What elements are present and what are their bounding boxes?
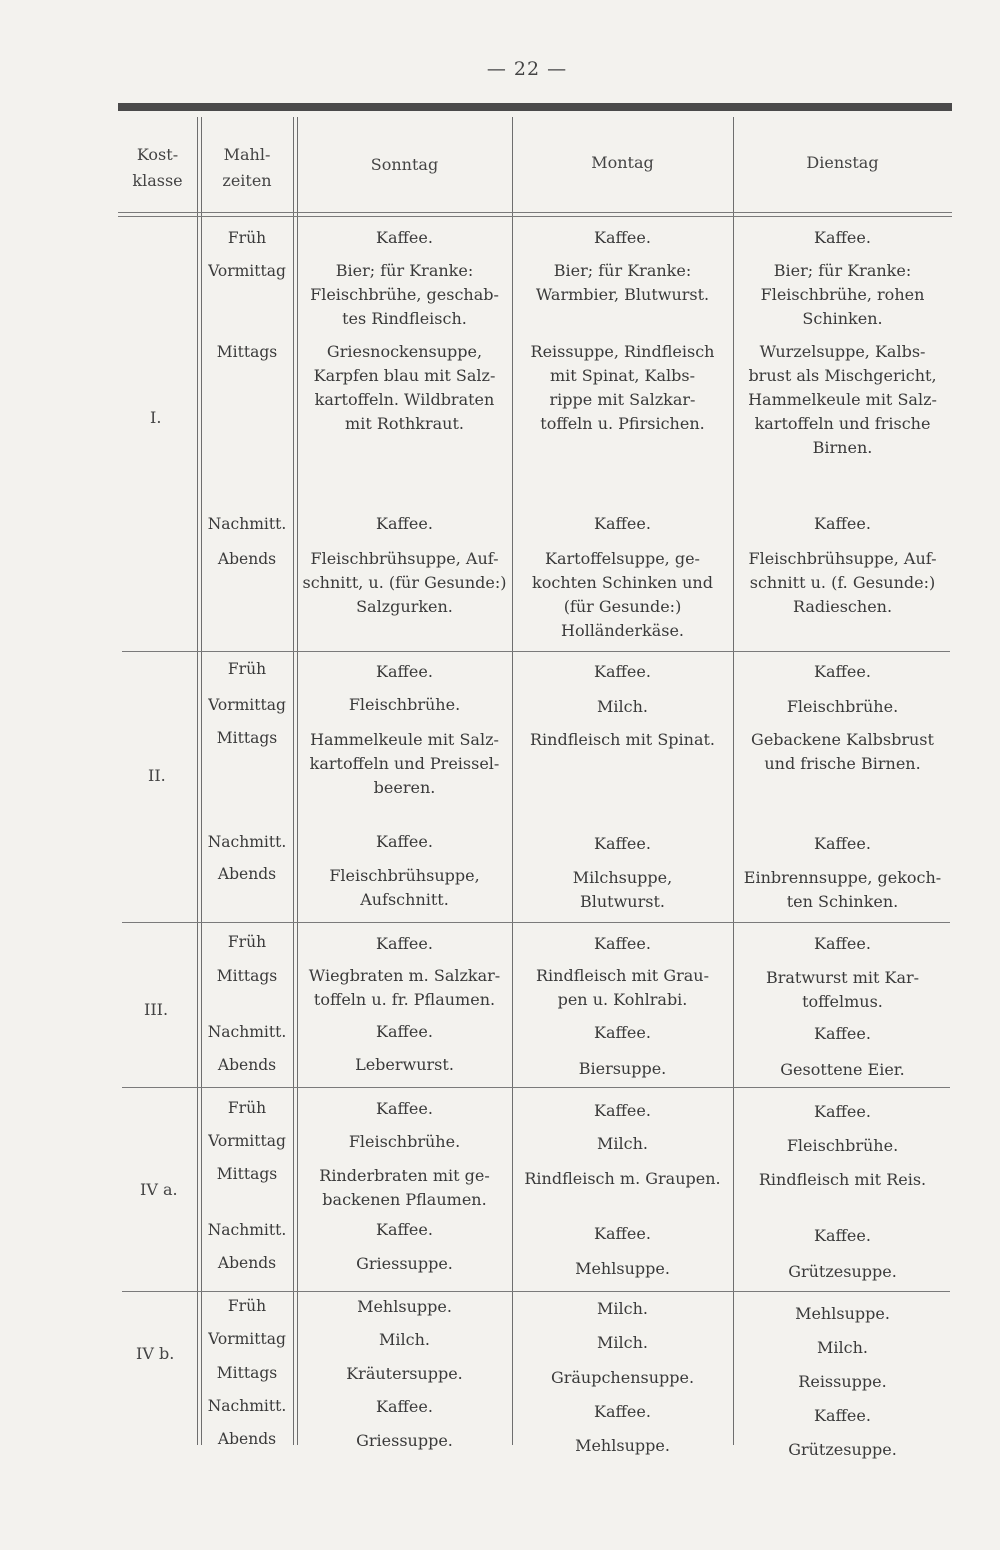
menu-cell: Gesottene Eier. bbox=[780, 1060, 905, 1079]
menu-cell: Milch. bbox=[597, 1299, 648, 1318]
meal-label: Vormittag bbox=[208, 1330, 286, 1348]
menu-cell: Fleischbrühsuppe, Auf- schnitt, u. (für Gesunde:) Salzgurken. bbox=[302, 549, 507, 616]
column-rule bbox=[197, 117, 198, 1445]
header-rule bbox=[118, 212, 952, 213]
menu-cell: Milch. bbox=[817, 1338, 868, 1357]
class-label: I. bbox=[150, 408, 162, 427]
meal-label: Früh bbox=[227, 229, 267, 247]
menu-cell: Mehlsuppe. bbox=[575, 1259, 670, 1278]
meal-label: Vormittag bbox=[208, 696, 286, 714]
class-rule bbox=[122, 651, 950, 652]
menu-cell: Hammelkeule mit Salz- kartoffeln und Preissel- beeren. bbox=[309, 730, 500, 797]
menu-cell: Einbrennsuppe, gekoch- ten Schinken. bbox=[743, 868, 942, 911]
menu-cell: Mehlsuppe. bbox=[795, 1304, 890, 1323]
menu-cell: Milch. bbox=[597, 1134, 648, 1153]
menu-cell: Kaffee. bbox=[376, 1022, 433, 1041]
menu-cell: Kaffee. bbox=[376, 934, 433, 953]
meal-label: Vormittag bbox=[208, 1132, 286, 1150]
menu-cell: Kaffee. bbox=[594, 934, 651, 953]
class-label: IV b. bbox=[136, 1344, 175, 1363]
menu-cell: Griesnockensuppe, Karpfen blau mit Salz- kartoffeln. Wildbraten mit Rothkraut. bbox=[313, 342, 496, 433]
menu-cell: Fleischbrühe. bbox=[348, 1132, 461, 1151]
menu-cell: Kräutersuppe. bbox=[346, 1364, 463, 1383]
meal-label: Nachmitt. bbox=[207, 1221, 287, 1239]
meal-label: Früh bbox=[227, 1297, 267, 1315]
menu-cell: Kaffee. bbox=[814, 514, 871, 533]
class-label: II. bbox=[148, 766, 166, 785]
menu-cell: Kaffee. bbox=[594, 1023, 651, 1042]
menu-cell: Leberwurst. bbox=[355, 1055, 454, 1074]
menu-cell: Kaffee. bbox=[376, 662, 433, 681]
class-rule bbox=[122, 922, 950, 923]
header-mahlzeiten: Mahl- zeiten bbox=[222, 145, 272, 190]
menu-cell: Kaffee. bbox=[376, 1397, 433, 1416]
meal-label: Abends bbox=[217, 865, 277, 883]
menu-cell: Mehlsuppe. bbox=[575, 1436, 670, 1455]
menu-cell: Fleischbrühe. bbox=[786, 1136, 899, 1155]
menu-cell: Kaffee. bbox=[376, 228, 433, 247]
menu-cell: Wurzelsuppe, Kalbs- brust als Mischgericht, Hammelkeule mit Salz- kartoffeln und frische Birnen. bbox=[748, 342, 937, 457]
class-label: IV a. bbox=[140, 1180, 178, 1199]
menu-cell: Kaffee. bbox=[376, 1099, 433, 1118]
menu-cell: Reissuppe. bbox=[798, 1372, 887, 1391]
menu-cell: Griessuppe. bbox=[356, 1254, 453, 1273]
meal-label: Früh bbox=[227, 1099, 267, 1117]
menu-cell: Kaffee. bbox=[814, 934, 871, 953]
menu-cell: Rindfleisch mit Grau- pen u. Kohlrabi. bbox=[535, 966, 709, 1009]
menu-cell: Wiegbraten m. Salzkar- toffeln u. fr. Pflaumen. bbox=[308, 966, 501, 1009]
menu-cell: Bier; für Kranke: Fleischbrühe, rohen Schinken. bbox=[760, 261, 925, 328]
menu-cell: Grützesuppe. bbox=[788, 1440, 897, 1459]
meal-label: Früh bbox=[227, 933, 267, 951]
menu-cell: Kartoffelsuppe, ge- kochten Schinken und (für Gesunde:) Holländerkäse. bbox=[532, 549, 713, 640]
menu-cell: Kaffee. bbox=[814, 1102, 871, 1121]
menu-cell: Rindfleisch mit Reis. bbox=[758, 1170, 927, 1189]
meal-label: Abends bbox=[217, 550, 277, 568]
menu-cell: Kaffee. bbox=[814, 662, 871, 681]
menu-cell: Griessuppe. bbox=[356, 1431, 453, 1450]
meal-label: Mittags bbox=[216, 1364, 278, 1382]
header-kostklasse: Kost- klasse bbox=[132, 145, 183, 190]
menu-cell: Bier; für Kranke: Fleischbrühe, geschab- tes Rindfleisch. bbox=[310, 261, 499, 328]
meal-label: Nachmitt. bbox=[207, 833, 287, 851]
menu-cell: Rindfleisch m. Graupen. bbox=[524, 1169, 721, 1188]
header-montag: Montag bbox=[591, 153, 654, 172]
menu-cell: Fleischbrühe. bbox=[348, 695, 461, 714]
menu-cell: Fleischbrühsuppe, Auf- schnitt u. (f. Gesunde:) Radieschen. bbox=[748, 549, 937, 616]
menu-cell: Mehlsuppe. bbox=[357, 1297, 452, 1316]
menu-cell: Rinderbraten mit ge- backenen Pflaumen. bbox=[319, 1166, 490, 1209]
menu-cell: Gebackene Kalbsbrust und frische Birnen. bbox=[751, 730, 934, 773]
meal-label: Früh bbox=[227, 660, 267, 678]
table-top-rule bbox=[118, 103, 952, 111]
menu-cell: Reissuppe, Rindfleisch mit Spinat, Kalbs- rippe mit Salzkar- toffeln u. Pfirsichen. bbox=[530, 342, 715, 433]
page-number: — 22 — bbox=[486, 58, 568, 80]
menu-cell: Milchsuppe, Blutwurst. bbox=[572, 868, 673, 911]
meal-label: Mittags bbox=[216, 1165, 278, 1183]
menu-cell: Kaffee. bbox=[594, 1101, 651, 1120]
meal-label: Vormittag bbox=[208, 262, 286, 280]
column-rule bbox=[293, 117, 294, 1445]
menu-cell: Kaffee. bbox=[594, 228, 651, 247]
meal-label: Mittags bbox=[216, 343, 278, 361]
menu-cell: Kaffee. bbox=[594, 514, 651, 533]
menu-cell: Kaffee. bbox=[376, 1220, 433, 1239]
menu-cell: Kaffee. bbox=[376, 832, 433, 851]
menu-cell: Kaffee. bbox=[594, 834, 651, 853]
menu-cell: Gräupchensuppe. bbox=[550, 1368, 695, 1387]
meal-label: Nachmitt. bbox=[207, 515, 287, 533]
meal-label: Nachmitt. bbox=[207, 1397, 287, 1415]
menu-cell: Kaffee. bbox=[594, 1402, 651, 1421]
menu-cell: Fleischbrühe. bbox=[786, 697, 899, 716]
menu-cell: Bier; für Kranke: Warmbier, Blutwurst. bbox=[535, 261, 710, 304]
meal-label: Mittags bbox=[216, 967, 278, 985]
menu-cell: Bratwurst mit Kar- toffelmus. bbox=[765, 968, 920, 1011]
menu-cell: Kaffee. bbox=[814, 1024, 871, 1043]
menu-cell: Milch. bbox=[379, 1330, 430, 1349]
class-label: III. bbox=[144, 1000, 169, 1019]
menu-cell: Kaffee. bbox=[814, 1406, 871, 1425]
menu-cell: Kaffee. bbox=[376, 514, 433, 533]
meal-label: Mittags bbox=[216, 729, 278, 747]
header-rule bbox=[118, 216, 952, 217]
header-sonntag: Sonntag bbox=[370, 155, 439, 174]
menu-cell: Fleischbrühsuppe, Aufschnitt. bbox=[329, 866, 480, 909]
meal-label: Nachmitt. bbox=[207, 1023, 287, 1041]
menu-cell: Kaffee. bbox=[814, 1226, 871, 1245]
header-dienstag: Dienstag bbox=[806, 153, 879, 172]
menu-cell: Kaffee. bbox=[594, 662, 651, 681]
meal-label: Abends bbox=[217, 1056, 277, 1074]
menu-cell: Milch. bbox=[597, 697, 648, 716]
class-rule bbox=[122, 1291, 950, 1292]
class-rule bbox=[122, 1087, 950, 1088]
menu-cell: Milch. bbox=[597, 1333, 648, 1352]
menu-cell: Rindfleisch mit Spinat. bbox=[529, 730, 715, 749]
menu-cell: Kaffee. bbox=[594, 1224, 651, 1243]
menu-cell: Biersuppe. bbox=[578, 1059, 667, 1078]
menu-cell: Kaffee. bbox=[814, 834, 871, 853]
menu-cell: Grützesuppe. bbox=[788, 1262, 897, 1281]
column-rule bbox=[201, 117, 202, 1445]
meal-label: Abends bbox=[217, 1430, 277, 1448]
meal-label: Abends bbox=[217, 1254, 277, 1272]
menu-cell: Kaffee. bbox=[814, 228, 871, 247]
